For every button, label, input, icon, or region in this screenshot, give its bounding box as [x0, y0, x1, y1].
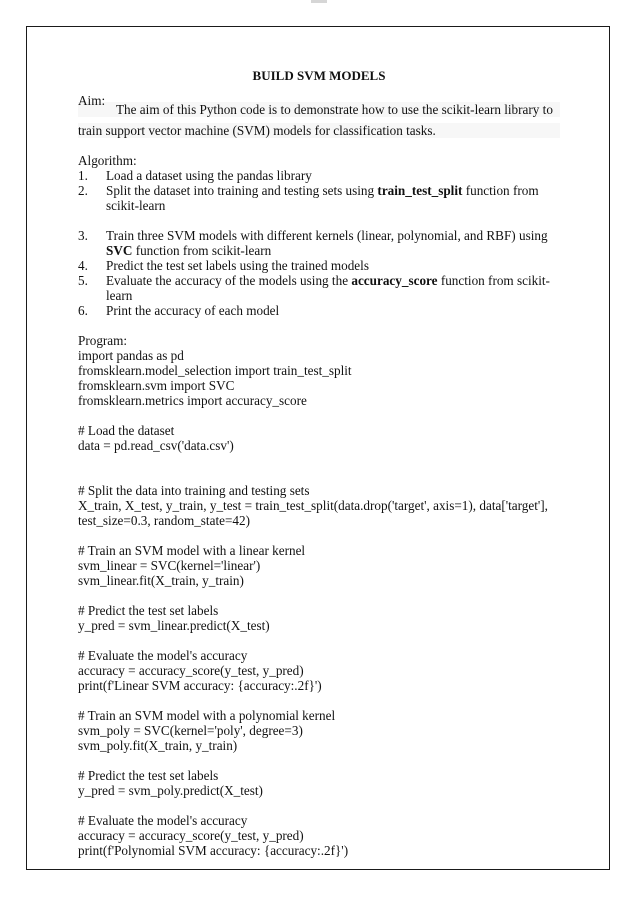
code-line: # Predict the test set labels	[78, 768, 219, 783]
step-text-tail: function from scikit-learn	[106, 273, 550, 303]
step-number: 1.	[78, 168, 88, 183]
code-line: fromsklearn.model_selection import train_test_split	[78, 363, 352, 378]
step-text: Load a dataset using the pandas library	[106, 168, 312, 183]
code-line: svm_poly = SVC(kernel='poly', degree=3)	[78, 723, 303, 738]
aim-text-line-2: train support vector machine (SVM) models for classification tasks.	[78, 123, 560, 138]
code-line: svm_poly.fit(X_train, y_train)	[78, 738, 238, 753]
step-number: 2.	[78, 183, 88, 198]
step-number: 3.	[78, 228, 88, 243]
algorithm-step	[78, 303, 560, 318]
code-blank-line	[78, 528, 560, 543]
code-line: # Evaluate the model's accuracy	[78, 813, 248, 828]
code-line: fromsklearn.svm import SVC	[78, 378, 235, 393]
code-line: # Predict the test set labels	[78, 603, 219, 618]
step-number: 6.	[78, 303, 88, 318]
code-blank-line	[78, 468, 560, 483]
code-blank-line	[78, 588, 560, 603]
code-blank-line	[78, 453, 560, 468]
code-blank-line	[78, 798, 560, 813]
code-line: # Train an SVM model with a linear kernel	[78, 543, 306, 558]
program-code	[78, 348, 560, 858]
code-line: import pandas as pd	[78, 348, 184, 363]
algorithm-step	[78, 168, 560, 183]
step-keyword: SVC	[106, 243, 133, 258]
code-line: accuracy = accuracy_score(y_test, y_pred)	[78, 828, 304, 843]
code-line: y_pred = svm_linear.predict(X_test)	[78, 618, 270, 633]
step-text-tail: function from scikit-learn	[132, 243, 272, 258]
step-number: 5.	[78, 273, 88, 288]
aim-label: Aim:	[78, 93, 106, 108]
aim-text-line-1: The aim of this Python code is to demonstrate how to use the scikit-learn library to	[78, 102, 560, 117]
algorithm-step	[78, 183, 560, 213]
code-blank-line	[78, 408, 560, 423]
code-blank-line	[78, 753, 560, 768]
step-text: Train three SVM models with different kernels (linear, polynomial, and RBF) using	[106, 228, 548, 243]
code-line: y_pred = svm_poly.predict(X_test)	[78, 783, 263, 798]
step-text: Predict the test set labels using the trained models	[106, 258, 369, 273]
step-keyword: accuracy_score	[351, 273, 438, 288]
program-label: Program:	[78, 333, 128, 348]
algorithm-step	[78, 258, 560, 273]
code-line: print(f'Linear SVM accuracy: {accuracy:.2f}')	[78, 678, 322, 693]
code-line: # Load the dataset	[78, 423, 175, 438]
algorithm-steps	[78, 168, 560, 318]
step-keyword: train_test_split	[377, 183, 463, 198]
code-line: # Evaluate the model's accuracy	[78, 648, 248, 663]
algorithm-step	[78, 228, 560, 258]
code-line: svm_linear = SVC(kernel='linear')	[78, 558, 261, 573]
code-line: svm_linear.fit(X_train, y_train)	[78, 573, 244, 588]
code-line: X_train, X_test, y_train, y_test = train_test_split(data.drop('target', axis=1), data['target'],	[78, 498, 548, 513]
code-line: print(f'Polynomial SVM accuracy: {accuracy:.2f}')	[78, 843, 349, 858]
step-number: 4.	[78, 258, 88, 273]
code-line: test_size=0.3, random_state=42)	[78, 513, 250, 528]
step-text-tail: function from scikit-learn	[106, 183, 539, 213]
document-content	[78, 68, 560, 858]
code-line: fromsklearn.metrics import accuracy_score	[78, 393, 307, 408]
step-text: Evaluate the accuracy of the models using the	[106, 273, 352, 288]
code-blank-line	[78, 693, 560, 708]
code-line: # Train an SVM model with a polynomial kernel	[78, 708, 336, 723]
code-blank-line	[78, 633, 560, 648]
document-title: BUILD SVM MODELS	[252, 68, 386, 83]
page-top-mark	[311, 0, 327, 3]
step-text: Split the dataset into training and testing sets using	[106, 183, 378, 198]
algorithm-label: Algorithm:	[78, 153, 137, 168]
step-text: Print the accuracy of each model	[106, 303, 280, 318]
algorithm-step	[78, 273, 560, 303]
code-line: # Split the data into training and testing sets	[78, 483, 310, 498]
code-line: accuracy = accuracy_score(y_test, y_pred)	[78, 663, 304, 678]
code-line: data = pd.read_csv('data.csv')	[78, 438, 234, 453]
